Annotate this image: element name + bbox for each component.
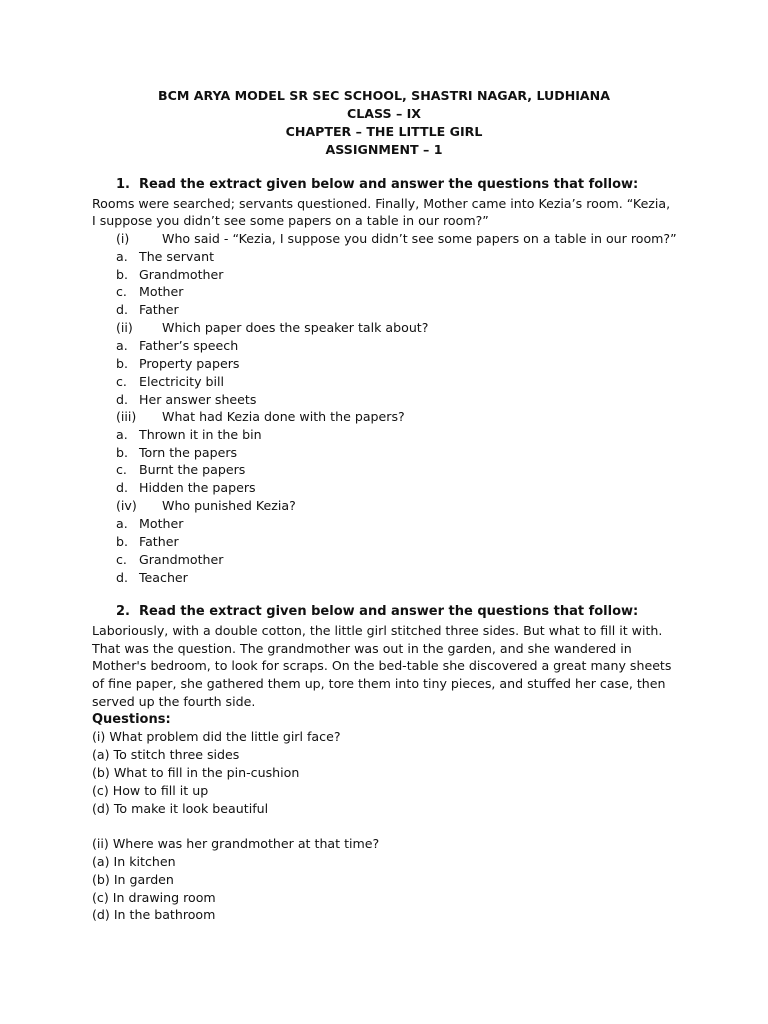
option-text: Hidden the papers bbox=[139, 480, 256, 495]
option-letter: c. bbox=[116, 284, 127, 299]
option-letter: b. bbox=[116, 534, 128, 549]
option-letter: b. bbox=[116, 445, 128, 460]
option-text: Mother bbox=[139, 284, 184, 299]
q2-option: (a) In kitchen bbox=[92, 854, 176, 869]
option-letter: a. bbox=[116, 516, 128, 531]
q2-extract-line: Laboriously, with a double cotton, the little girl stitched three sides. But what to fill it with. bbox=[92, 623, 663, 638]
q2-number: 2. bbox=[116, 604, 130, 619]
school-name: BCM ARYA MODEL SR SEC SCHOOL, SHASTRI NAGAR, LUDHIANA bbox=[158, 88, 610, 103]
option-text: Mother bbox=[139, 516, 184, 531]
q1-subq-number: (iii) bbox=[116, 409, 137, 424]
option-letter: b. bbox=[116, 356, 128, 371]
option-letter: a. bbox=[116, 338, 128, 353]
q2-option: (b) In garden bbox=[92, 872, 174, 887]
q1-subq-number: (iv) bbox=[116, 498, 137, 513]
option-text: Grandmother bbox=[139, 552, 224, 567]
q2-heading: Read the extract given below and answer the questions that follow: bbox=[139, 604, 639, 619]
option-letter: a. bbox=[116, 427, 128, 442]
q2-subq-text: (i) What problem did the little girl face? bbox=[92, 729, 341, 744]
q2-option: (b) What to fill in the pin-cushion bbox=[92, 765, 300, 780]
option-text: The servant bbox=[139, 249, 215, 264]
q1-subq-text: Who punished Kezia? bbox=[162, 498, 296, 513]
option-text: Electricity bill bbox=[139, 374, 225, 389]
option-text: Burnt the papers bbox=[139, 462, 246, 477]
option-text: Grandmother bbox=[139, 267, 224, 282]
option-letter: d. bbox=[116, 302, 128, 317]
q1-subq-number: (i) bbox=[116, 231, 130, 246]
q2-extract-line: served up the fourth side. bbox=[92, 694, 256, 709]
q2-option: (d) In the bathroom bbox=[92, 907, 216, 922]
q2-extract-line: Mother's bedroom, to look for scraps. On the bed-table she discovered a great many sheets bbox=[92, 658, 672, 673]
option-letter: c. bbox=[116, 374, 127, 389]
option-letter: c. bbox=[116, 552, 127, 567]
q1-subq-number: (ii) bbox=[116, 320, 133, 335]
q1-number: 1. bbox=[116, 177, 130, 192]
option-text: Her answer sheets bbox=[139, 392, 257, 407]
assignment-title: ASSIGNMENT – 1 bbox=[325, 142, 443, 157]
option-text: Thrown it in the bin bbox=[139, 427, 262, 442]
q2-extract-line: That was the question. The grandmother was out in the garden, and she wandered in bbox=[92, 641, 632, 656]
questions-label: Questions: bbox=[92, 712, 171, 727]
option-text: Father bbox=[139, 534, 179, 549]
option-text: Father bbox=[139, 302, 179, 317]
option-text: Teacher bbox=[139, 570, 188, 585]
class-label: CLASS – IX bbox=[346, 106, 422, 121]
option-letter: c. bbox=[116, 462, 127, 477]
q2-option: (d) To make it look beautiful bbox=[92, 801, 269, 816]
option-text: Property papers bbox=[139, 356, 240, 371]
chapter-title: CHAPTER – THE LITTLE GIRL bbox=[285, 124, 483, 139]
q1-extract-line: I suppose you didn’t see some papers on a table in our room?” bbox=[92, 213, 489, 228]
q1-subq-text: What had Kezia done with the papers? bbox=[162, 409, 405, 424]
q2-option: (c) How to fill it up bbox=[92, 783, 209, 798]
option-text: Father’s speech bbox=[139, 338, 239, 353]
q1-subq-text: Who said - “Kezia, I suppose you didn’t see some papers on a table in our room?” bbox=[162, 231, 677, 246]
option-letter: a. bbox=[116, 249, 128, 264]
q2-option: (c) In drawing room bbox=[92, 890, 216, 905]
option-letter: d. bbox=[116, 570, 128, 585]
option-letter: d. bbox=[116, 480, 128, 495]
q1-heading: Read the extract given below and answer the questions that follow: bbox=[139, 177, 639, 192]
option-letter: b. bbox=[116, 267, 128, 282]
q1-subq-text: Which paper does the speaker talk about? bbox=[162, 320, 429, 335]
q2-option: (a) To stitch three sides bbox=[92, 747, 240, 762]
q2-subq-text: (ii) Where was her grandmother at that time? bbox=[92, 836, 380, 851]
option-letter: d. bbox=[116, 392, 128, 407]
q1-extract-line: Rooms were searched; servants questioned. Finally, Mother came into Kezia’s room. “Kezia, bbox=[92, 196, 671, 211]
q2-extract-line: of fine paper, she gathered them up, tore them into tiny pieces, and stuffed her case, then bbox=[92, 676, 666, 691]
option-text: Torn the papers bbox=[139, 445, 238, 460]
